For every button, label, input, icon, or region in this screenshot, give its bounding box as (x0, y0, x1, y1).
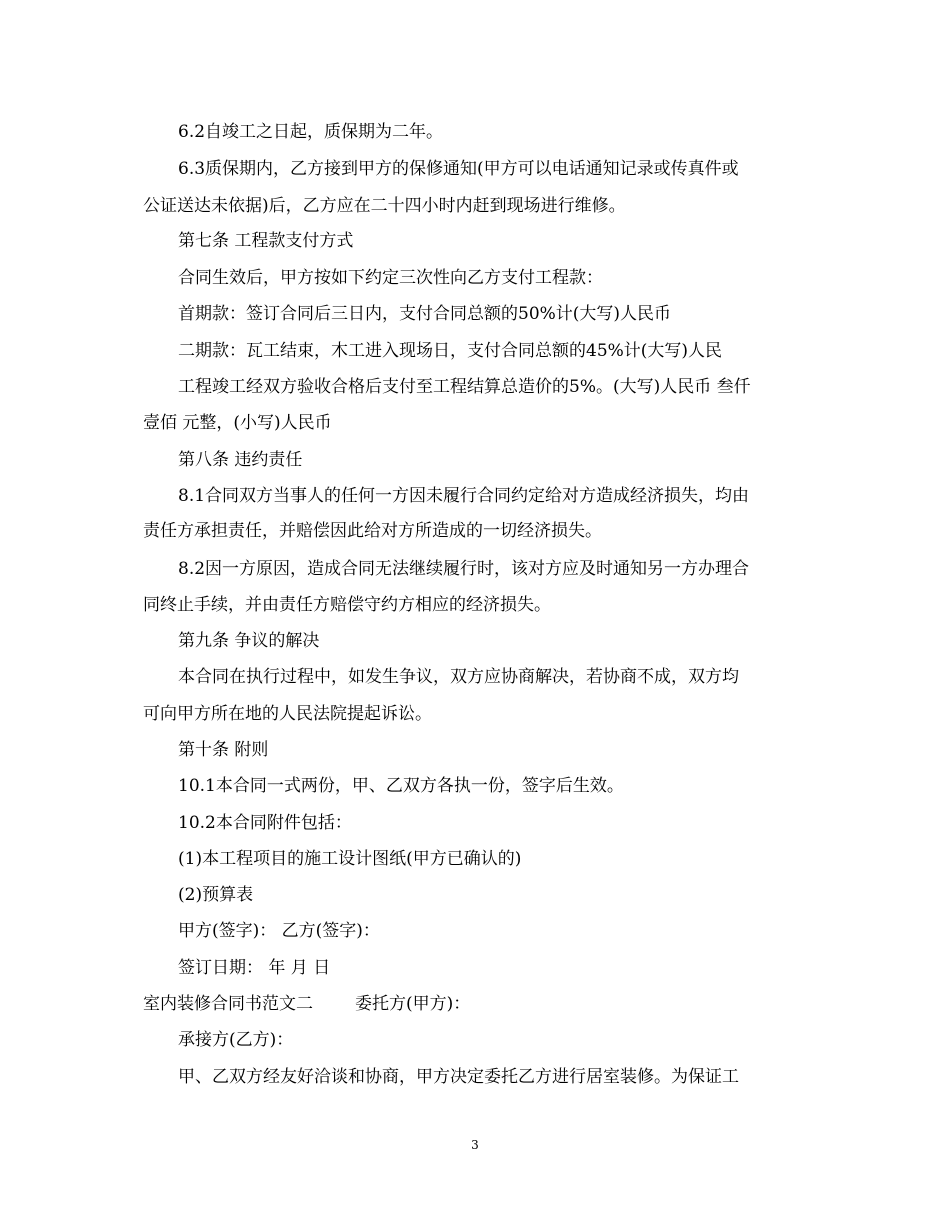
signature-line: 甲方(签字)： 乙方(签字)： (178, 921, 380, 941)
second-payment: 二期款：瓦工结束，木工进入现场日，支付合同总额的45%计(大写)人民 (178, 341, 723, 361)
dispute-line-1: 本合同在执行过程中，如发生争议，双方应协商解决，若协商不成，双方均 (178, 667, 739, 687)
clause-6-3-line-2: 公证送达未依据)后，乙方应在二十四小时内赶到现场进行维修。 (143, 196, 626, 216)
second-contract-title-row (143, 994, 470, 1014)
dispute-line-2: 可向甲方所在地的人民法院提起诉讼。 (143, 704, 432, 724)
second-contract-title: 室内装修合同书范文二 (143, 994, 313, 1014)
article-9-heading: 第九条 争议的解决 (178, 631, 320, 651)
attachment-1: (1)本工程项目的施工设计图纸(甲方已确认的) (178, 849, 522, 869)
client-party-label: 委托方(甲方)： (355, 994, 471, 1014)
intro-paragraph-line: 甲、乙双方经友好洽谈和协商，甲方决定委托乙方进行居室装修。为保证工 (178, 1067, 739, 1087)
first-payment: 首期款：签订合同后三日内，支付合同总额的50%计(大写)人民币 (178, 304, 672, 324)
clause-10-2: 10.2本合同附件包括： (178, 813, 352, 833)
article-8-heading: 第八条 违约责任 (178, 450, 303, 470)
clause-10-1: 10.1本合同一式两份，甲、乙双方各执一份，签字后生效。 (178, 776, 624, 796)
article-10-heading: 第十条 附则 (178, 740, 269, 760)
clause-8-1-line-2: 责任方承担责任，并赔偿因此给对方所造成的一切经济损失。 (143, 521, 602, 541)
clause-6-2: 6.2自竣工之日起，质保期为二年。 (178, 122, 444, 142)
attachment-2: (2)预算表 (178, 885, 254, 905)
clause-8-2-line-1: 8.2因一方原因，造成合同无法继续履行时，该对方应及时通知另一方办理合 (178, 559, 750, 579)
final-payment-line-1: 工程竣工经双方验收合格后支付至工程结算总造价的5%。(大写)人民币 叁仟 (178, 377, 751, 397)
clause-8-2-line-2: 同终止手续，并由责任方赔偿守约方相应的经济损失。 (143, 595, 551, 615)
contractor-party-label: 承接方(乙方)： (178, 1030, 294, 1050)
clause-8-1-line-1: 8.1合同双方当事人的任何一方因未履行合同约定给对方造成经济损失，均由 (178, 486, 750, 506)
page-number: 3 (471, 1138, 479, 1152)
final-payment-line-2: 壹佰 元整，(小写)人民币 (143, 413, 332, 433)
clause-6-3-line-1: 6.3质保期内，乙方接到甲方的保修通知(甲方可以电话通知记录或传真件或 (178, 159, 739, 179)
payment-intro: 合同生效后，甲方按如下约定三次性向乙方支付工程款： (178, 268, 603, 288)
signing-date-line: 签订日期： 年 月 日 (178, 958, 331, 978)
article-7-heading: 第七条 工程款支付方式 (178, 231, 354, 251)
